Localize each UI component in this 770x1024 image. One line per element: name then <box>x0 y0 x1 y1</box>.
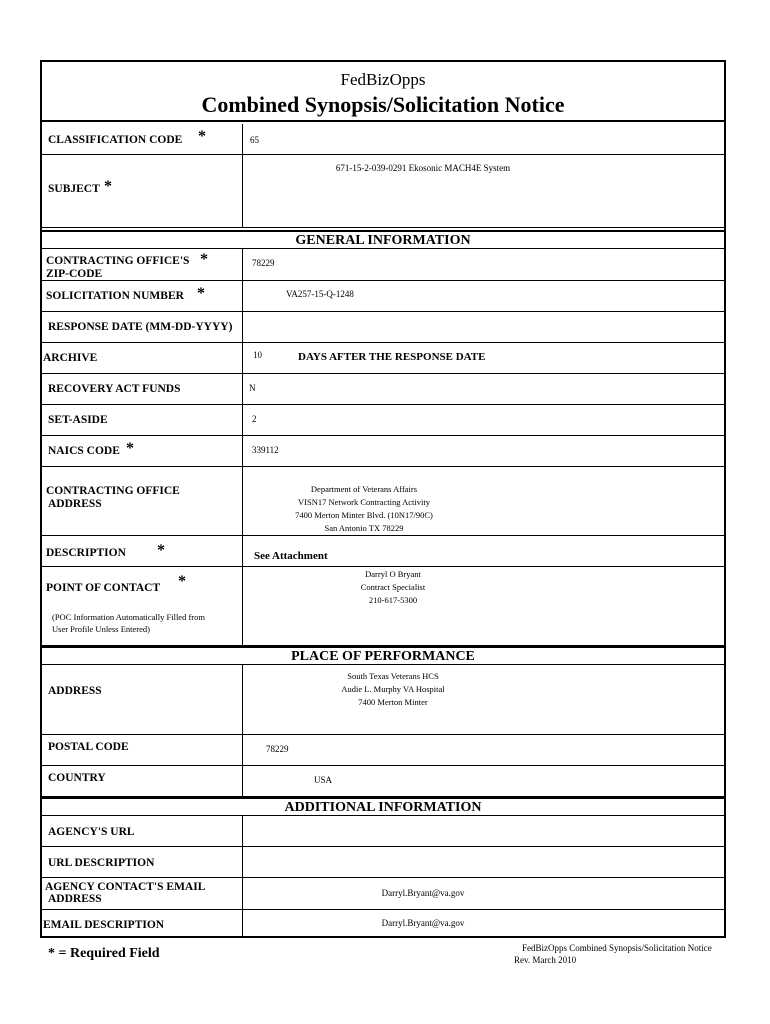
naics-code-row <box>42 436 724 467</box>
poc-note-line1: (POC Information Automatically Filled from <box>52 612 205 622</box>
solicitation-number-label: SOLICITATION NUMBER <box>46 290 184 302</box>
required-star: * <box>157 542 165 559</box>
place-address-label: ADDRESS <box>48 685 102 697</box>
url-description-row <box>42 847 724 878</box>
solicitation-number-row <box>42 281 724 312</box>
subject-label: SUBJECT <box>48 183 100 195</box>
office-address-row <box>42 467 724 536</box>
section-additional-information: ADDITIONAL INFORMATION <box>42 797 724 816</box>
poc-note-line2: User Profile Unless Entered) <box>52 624 150 634</box>
naics-code-value[interactable]: 339112 <box>252 445 279 455</box>
point-of-contact-row <box>42 567 724 646</box>
form-revision: Rev. March 2010 <box>514 955 577 965</box>
postal-code-value[interactable]: 78229 <box>266 744 289 754</box>
subject-value[interactable]: 671-15-2-039-0291 Ekosonic MACH4E System <box>335 163 511 173</box>
agency-email-value[interactable]: Darryl.Bryant@va.gov <box>381 888 465 898</box>
section-general-information: GENERAL INFORMATION <box>42 230 724 249</box>
agency-url-label: AGENCY'S URL <box>48 826 135 838</box>
zip-code-value[interactable]: 78229 <box>252 258 275 268</box>
description-value[interactable]: See Attachment <box>254 550 328 562</box>
description-row <box>42 536 724 567</box>
agency-email-row <box>42 878 724 910</box>
agency-email-label-line1: AGENCY CONTACT'S EMAIL <box>45 881 206 893</box>
country-row <box>42 766 724 797</box>
form-footer <box>514 942 712 966</box>
site-name: FedBizOpps <box>340 70 426 89</box>
recovery-act-label: RECOVERY ACT FUNDS <box>48 383 181 395</box>
classification-code-label: CLASSIFICATION CODE <box>48 134 183 146</box>
solicitation-form <box>40 60 726 938</box>
recovery-act-row <box>42 374 724 405</box>
set-aside-value[interactable]: 2 <box>252 414 257 424</box>
required-field-note: * = Required Field <box>48 946 160 961</box>
response-date-row <box>42 312 724 343</box>
country-label: COUNTRY <box>48 772 106 784</box>
recovery-act-value[interactable]: N <box>249 383 256 393</box>
country-value[interactable]: USA <box>314 775 333 785</box>
section-place-of-performance: PLACE OF PERFORMANCE <box>42 646 724 665</box>
poc-value[interactable]: Darryl O Bryant Contract Specialist 210-617-5300 <box>360 569 426 605</box>
zip-code-label-line2: ZIP-CODE <box>46 268 103 280</box>
classification-code-row <box>42 124 724 155</box>
required-star: * <box>126 440 134 457</box>
set-aside-label: SET-ASIDE <box>48 414 108 426</box>
classification-code-value[interactable]: 65 <box>250 135 259 145</box>
naics-code-label: NAICS CODE <box>48 445 120 457</box>
agency-email-label-line2: ADDRESS <box>48 893 102 905</box>
url-description-label: URL DESCRIPTION <box>48 857 155 869</box>
place-address-value[interactable]: South Texas Veterans HCS Audie L. Murphy VA Hospital 7400 Merton Minter <box>341 671 445 707</box>
archive-suffix: DAYS AFTER THE RESPONSE DATE <box>298 351 486 363</box>
office-address-value[interactable]: Department of Veterans Affairs VISN17 Network Contracting Activity 7400 Merton Minter Blvd. (10N17/90C) San Antonio TX 78229 <box>295 484 433 533</box>
agency-url-row <box>42 816 724 847</box>
required-star: * <box>200 251 208 268</box>
response-date-label: RESPONSE DATE (MM-DD-YYYY) <box>48 321 233 333</box>
set-aside-row <box>42 405 724 436</box>
place-address-row <box>42 665 724 735</box>
required-star: * <box>198 128 206 145</box>
required-star: * <box>197 285 205 302</box>
required-star: * <box>178 573 186 590</box>
email-description-row <box>42 910 724 938</box>
form-name: FedBizOpps Combined Synopsis/Solicitation Notice <box>522 943 712 953</box>
office-address-label-line2: ADDRESS <box>48 498 102 510</box>
archive-value[interactable]: 10 <box>253 350 262 360</box>
archive-row <box>42 343 724 374</box>
zip-code-row <box>42 249 724 281</box>
postal-code-row <box>42 735 724 766</box>
office-address-label-line1: CONTRACTING OFFICE <box>46 485 180 497</box>
form-header <box>42 62 724 122</box>
zip-code-label-line1: CONTRACTING OFFICE'S <box>46 255 190 267</box>
subject-row <box>42 155 724 228</box>
postal-code-label: POSTAL CODE <box>48 741 129 753</box>
email-description-value[interactable]: Darryl.Bryant@va.gov <box>381 918 465 928</box>
archive-label: ARCHIVE <box>43 352 98 364</box>
form-title: Combined Synopsis/Solicitation Notice <box>201 92 565 117</box>
description-label: DESCRIPTION <box>46 547 126 559</box>
required-star: * <box>104 178 112 195</box>
poc-label: POINT OF CONTACT <box>46 582 161 594</box>
solicitation-number-value[interactable]: VA257-15-Q-1248 <box>286 289 354 299</box>
email-description-label: EMAIL DESCRIPTION <box>43 919 165 931</box>
